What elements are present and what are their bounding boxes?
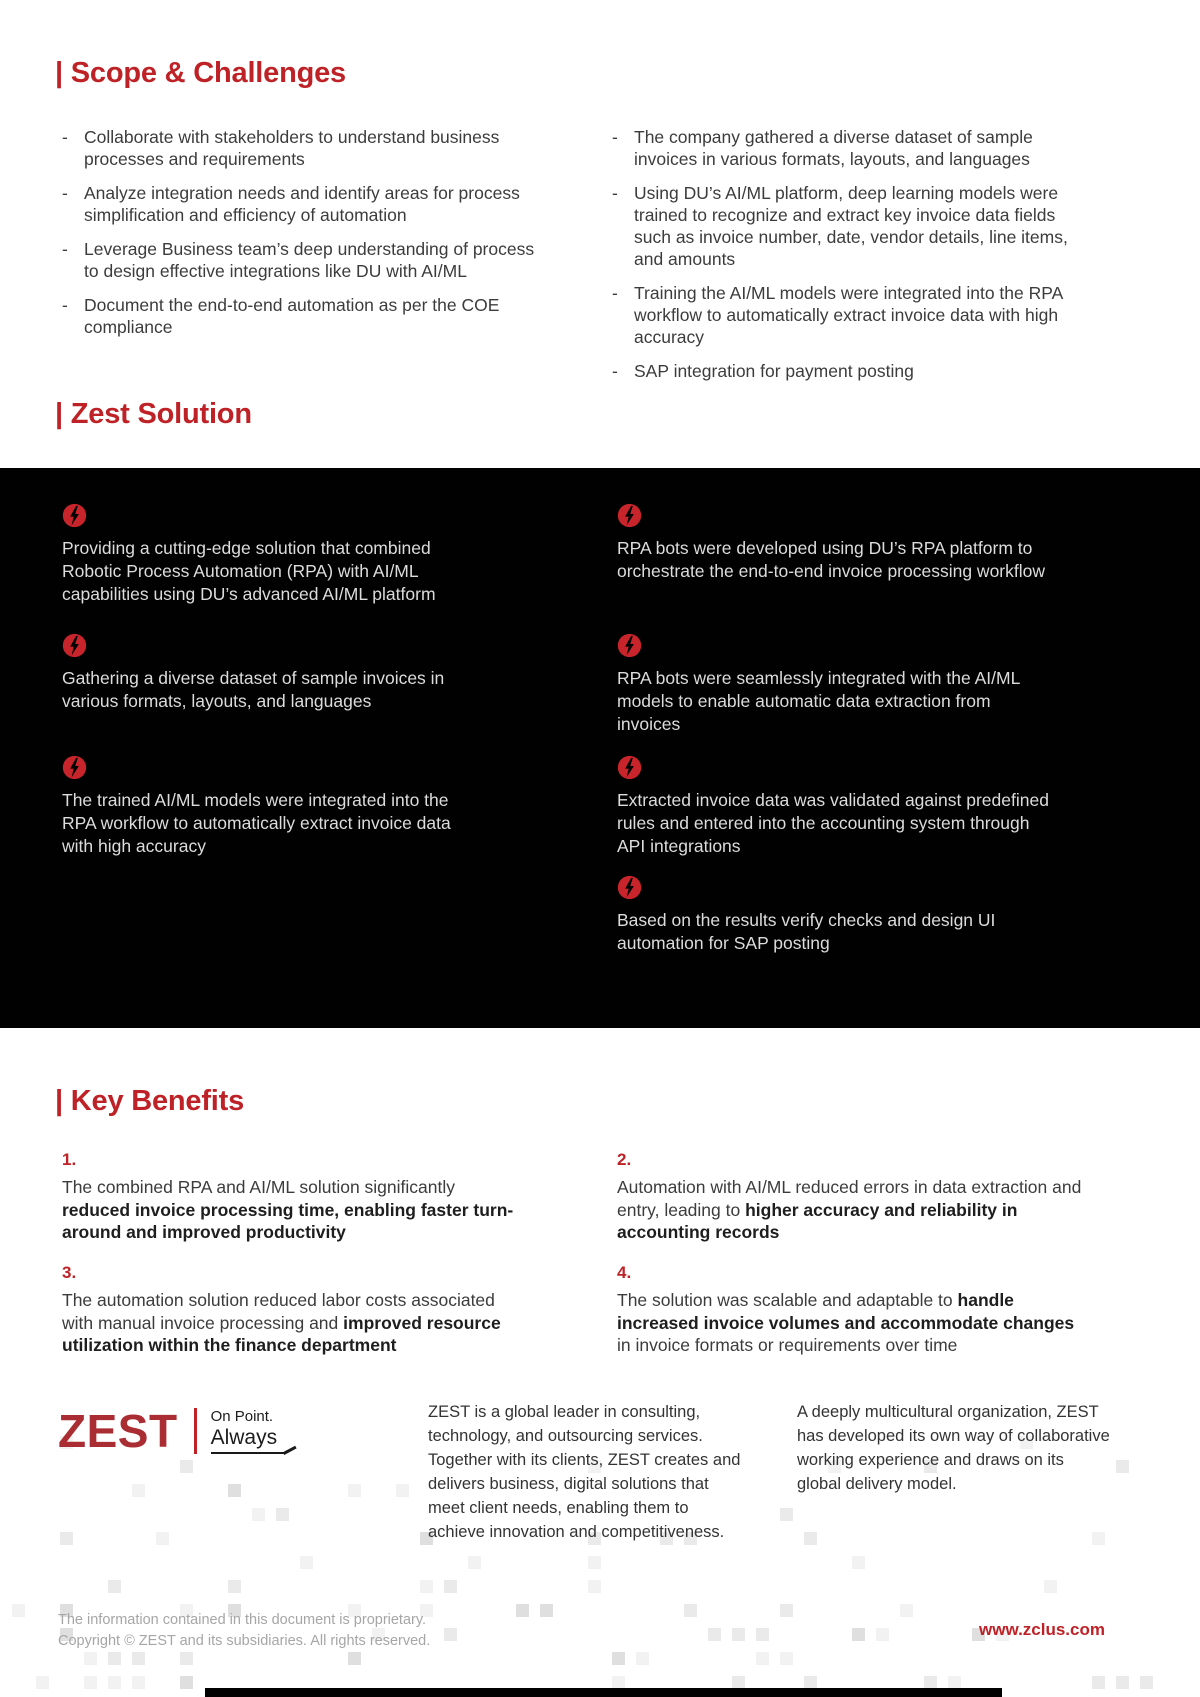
solution-band xyxy=(0,468,1200,1028)
flash-icon xyxy=(62,755,87,780)
benefit-number: 1. xyxy=(62,1150,77,1169)
flash-icon xyxy=(617,503,642,528)
solution-item-text: Providing a cutting-edge solution that combined Robotic Process Automation (RPA) with AI/ML capabilities using DU’s advanced AI/ML platform xyxy=(62,538,436,604)
list-item xyxy=(62,238,539,282)
legal-text xyxy=(58,1610,430,1652)
solution-item xyxy=(62,503,486,606)
scope-list-left xyxy=(62,126,539,350)
benefit-number: 3. xyxy=(62,1263,77,1282)
legal-line-2: Copyright © ZEST and its subsidiaries. All rights reserved. xyxy=(58,1633,431,1649)
tagline-line-1: On Point. xyxy=(210,1408,274,1425)
logo-divider-bar xyxy=(194,1408,197,1454)
benefits-heading: | Key Benefits xyxy=(55,1085,245,1117)
zest-logo-text: ZEST xyxy=(58,1405,178,1457)
solution-item xyxy=(617,503,1049,583)
solution-item xyxy=(617,875,1049,955)
solution-item xyxy=(62,755,486,858)
bottom-black-bar xyxy=(205,1688,1002,1697)
footer-culture-paragraph: A deeply multicultural organization, ZEST has developed its own way of collaborative working experience and draws on its global delivery model. xyxy=(797,1403,1110,1493)
solution-heading: | Zest Solution xyxy=(55,398,252,430)
solution-item xyxy=(62,633,486,713)
scope-item-text: Document the end-to-end automation as per the COE compliance xyxy=(84,295,500,337)
benefit-text: The combined RPA and AI/ML solution significantly reduced invoice processing time, enabling faster turn-around and improved productivity xyxy=(62,1177,514,1242)
list-item xyxy=(612,282,1089,348)
benefit-item-1 xyxy=(62,1150,522,1244)
scope-item-text: Leverage Business team’s deep understanding of process to design effective integrations like DU with AI/ML xyxy=(84,239,535,281)
solution-item xyxy=(617,633,1049,736)
benefit-item-2 xyxy=(617,1150,1092,1244)
benefit-number: 4. xyxy=(617,1263,632,1282)
scope-item-text: Collaborate with stakeholders to understand business processes and requirements xyxy=(84,127,500,169)
legal-line-1: The information contained in this document is proprietary. xyxy=(58,1612,427,1628)
benefit-text: Automation with AI/ML reduced errors in data extraction and entry, leading to higher accuracy and reliability in accounting records xyxy=(617,1177,1082,1242)
list-item xyxy=(62,126,539,170)
scope-heading: | Scope & Challenges xyxy=(55,57,346,89)
solution-item-text: Based on the results verify checks and design UI automation for SAP posting xyxy=(617,910,996,953)
solution-item-text: RPA bots were developed using DU’s RPA platform to orchestrate the end-to-end invoice processing workflow xyxy=(617,538,1045,581)
solution-item-text: Extracted invoice data was validated against predefined rules and entered into the accounting system through API integrations xyxy=(617,790,1049,856)
zest-logo xyxy=(58,1405,285,1457)
solution-item-text: The trained AI/ML models were integrated into the RPA workflow to automatically extract invoice data with high accuracy xyxy=(62,790,451,856)
flash-icon xyxy=(62,503,87,528)
list-item xyxy=(612,182,1089,270)
benefit-item-4 xyxy=(617,1263,1092,1357)
flash-icon xyxy=(617,633,642,658)
scope-item-text: Training the AI/ML models were integrated into the RPA workflow to automatically extract invoice data with high accuracy xyxy=(634,283,1063,347)
benefit-text: The automation solution reduced labor costs associated with manual invoice processing and improved resource utilization within the finance department xyxy=(62,1290,501,1355)
flash-icon xyxy=(62,633,87,658)
footer-about-paragraph: ZEST is a global leader in consulting, technology, and outsourcing services. Together with its clients, ZEST creates and delivers business, digital solutions that meet client needs, enabling them to achieve innovation and competitiveness. xyxy=(428,1403,741,1541)
list-item xyxy=(62,294,539,338)
tagline-line-2: Always xyxy=(211,1425,286,1454)
flash-icon xyxy=(617,755,642,780)
solution-item-text: RPA bots were seamlessly integrated with the AI/ML models to enable automatic data extraction from invoices xyxy=(617,668,1020,734)
website-link[interactable]: www.zclus.com xyxy=(979,1620,1105,1639)
solution-item-text: Gathering a diverse dataset of sample invoices in various formats, layouts, and languages xyxy=(62,668,445,711)
benefit-number: 2. xyxy=(617,1150,632,1169)
scope-item-text: SAP integration for payment posting xyxy=(634,361,914,381)
logo-tagline xyxy=(211,1408,286,1454)
scope-item-text: The company gathered a diverse dataset of sample invoices in various formats, layouts, and languages xyxy=(634,127,1033,169)
scope-list-right xyxy=(612,126,1089,394)
benefit-text: The solution was scalable and adaptable to handle increased invoice volumes and accommodate changes in invoice formats or requirements over time xyxy=(617,1290,1075,1355)
benefit-item-3 xyxy=(62,1263,522,1357)
list-item xyxy=(612,360,1089,382)
scope-item-text: Analyze integration needs and identify areas for process simplification and efficiency of automation xyxy=(84,183,520,225)
scope-item-text: Using DU’s AI/ML platform, deep learning models were trained to recognize and extract key invoice data fields such as invoice number, date, vendor details, line items, and amounts xyxy=(634,183,1068,269)
list-item xyxy=(612,126,1089,170)
flash-icon xyxy=(617,875,642,900)
list-item xyxy=(62,182,539,226)
solution-item xyxy=(617,755,1049,858)
